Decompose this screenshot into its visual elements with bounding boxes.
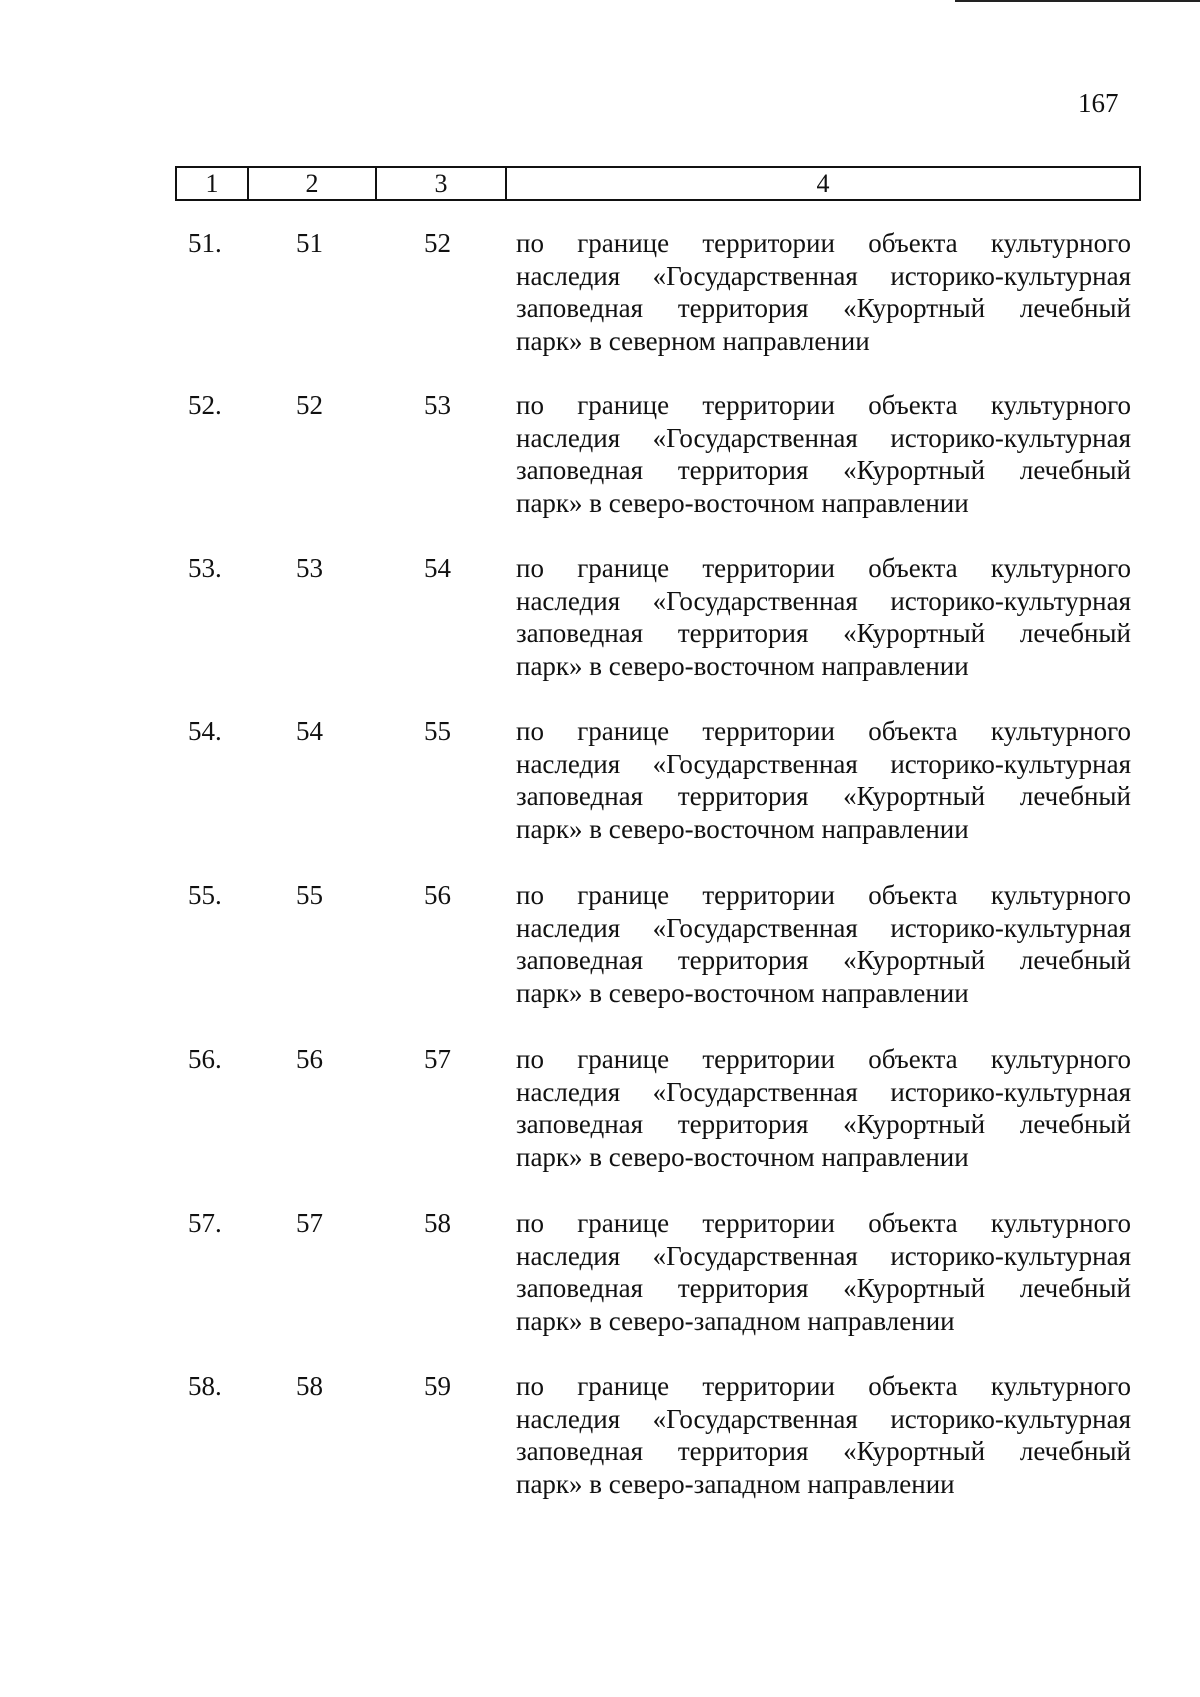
header-cell-3: 3 bbox=[377, 168, 507, 199]
point-to: 58 bbox=[424, 1208, 451, 1238]
description-line: по границе территории объекта культурного bbox=[516, 390, 1131, 420]
description-line: заповедная территория «Курортный лечебный bbox=[516, 1436, 1131, 1466]
point-from: 53 bbox=[296, 553, 323, 583]
description-line: парк» в северном направлении bbox=[516, 325, 870, 356]
top-edge-rule bbox=[955, 0, 1200, 2]
table-row bbox=[0, 879, 1200, 1019]
boundary-description bbox=[516, 715, 1131, 845]
page-number: 167 bbox=[1078, 88, 1119, 118]
point-from: 51 bbox=[296, 228, 323, 258]
description-line: заповедная территория «Курортный лечебный bbox=[516, 455, 1131, 485]
description-line: наследия «Государственная историко-культурная bbox=[516, 1403, 1131, 1434]
point-to: 55 bbox=[424, 716, 451, 746]
description-line: заповедная территория «Курортный лечебный bbox=[516, 618, 1131, 648]
row-number: 56. bbox=[188, 1044, 222, 1074]
description-line: по границе территории объекта культурного bbox=[516, 228, 1131, 258]
description-line: по границе территории объекта культурного bbox=[516, 880, 1131, 910]
description-line: заповедная территория «Курортный лечебный bbox=[516, 293, 1131, 323]
description-line: заповедная территория «Курортный лечебный bbox=[516, 1109, 1131, 1139]
description-line: заповедная территория «Курортный лечебный bbox=[516, 781, 1131, 811]
point-to: 54 bbox=[424, 553, 451, 583]
header-cell-4: 4 bbox=[816, 169, 830, 198]
description-line: по границе территории объекта культурного bbox=[516, 1208, 1131, 1238]
point-from: 57 bbox=[296, 1208, 323, 1238]
description-line: по границе территории объекта культурного bbox=[516, 1371, 1131, 1401]
table-header bbox=[175, 166, 1141, 201]
boundary-description bbox=[516, 227, 1131, 357]
boundary-description bbox=[516, 879, 1131, 1009]
description-line: наследия «Государственная историко-культурная bbox=[516, 1240, 1131, 1271]
description-line: по границе территории объекта культурного bbox=[516, 716, 1131, 746]
point-to: 53 bbox=[424, 390, 451, 420]
table-row bbox=[0, 1043, 1200, 1183]
point-from: 56 bbox=[296, 1044, 323, 1074]
boundary-description bbox=[516, 1043, 1131, 1173]
boundary-description bbox=[516, 1207, 1131, 1337]
description-line: по границе территории объекта культурного bbox=[516, 553, 1131, 583]
description-line: парк» в северо-восточном направлении bbox=[516, 977, 969, 1008]
point-to: 59 bbox=[424, 1371, 451, 1401]
row-number: 54. bbox=[188, 716, 222, 746]
description-line: парк» в северо-западном направлении bbox=[516, 1468, 955, 1499]
point-from: 54 bbox=[296, 716, 323, 746]
point-from: 52 bbox=[296, 390, 323, 420]
boundary-description bbox=[516, 552, 1131, 682]
header-cell-1: 1 bbox=[177, 168, 249, 199]
description-line: наследия «Государственная историко-культурная bbox=[516, 585, 1131, 616]
table-row bbox=[0, 552, 1200, 692]
table-row bbox=[0, 389, 1200, 529]
point-from: 55 bbox=[296, 880, 323, 910]
point-to: 56 bbox=[424, 880, 451, 910]
row-number: 55. bbox=[188, 880, 222, 910]
description-line: парк» в северо-восточном направлении bbox=[516, 813, 969, 844]
description-line: парк» в северо-восточном направлении bbox=[516, 650, 969, 681]
point-to: 52 bbox=[424, 228, 451, 258]
header-cell-2: 2 bbox=[249, 168, 377, 199]
description-line: наследия «Государственная историко-культурная bbox=[516, 912, 1131, 943]
description-line: наследия «Государственная историко-культурная bbox=[516, 422, 1131, 453]
description-line: парк» в северо-восточном направлении bbox=[516, 1141, 969, 1172]
description-line: наследия «Государственная историко-культурная bbox=[516, 260, 1131, 291]
row-number: 57. bbox=[188, 1208, 222, 1238]
description-line: заповедная территория «Курортный лечебный bbox=[516, 945, 1131, 975]
row-number: 52. bbox=[188, 390, 222, 420]
description-line: парк» в северо-восточном направлении bbox=[516, 487, 969, 518]
table-row bbox=[0, 1207, 1200, 1347]
boundary-description bbox=[516, 1370, 1131, 1500]
description-line: наследия «Государственная историко-культурная bbox=[516, 1076, 1131, 1107]
description-line: по границе территории объекта культурного bbox=[516, 1044, 1131, 1074]
description-line: наследия «Государственная историко-культурная bbox=[516, 748, 1131, 779]
description-line: заповедная территория «Курортный лечебный bbox=[516, 1273, 1131, 1303]
point-from: 58 bbox=[296, 1371, 323, 1401]
point-to: 57 bbox=[424, 1044, 451, 1074]
description-line: парк» в северо-западном направлении bbox=[516, 1305, 955, 1336]
table-row bbox=[0, 715, 1200, 855]
table-row bbox=[0, 1370, 1200, 1510]
table-row bbox=[0, 227, 1200, 367]
row-number: 53. bbox=[188, 553, 222, 583]
boundary-description bbox=[516, 389, 1131, 519]
row-number: 58. bbox=[188, 1371, 222, 1401]
row-number: 51. bbox=[188, 228, 222, 258]
